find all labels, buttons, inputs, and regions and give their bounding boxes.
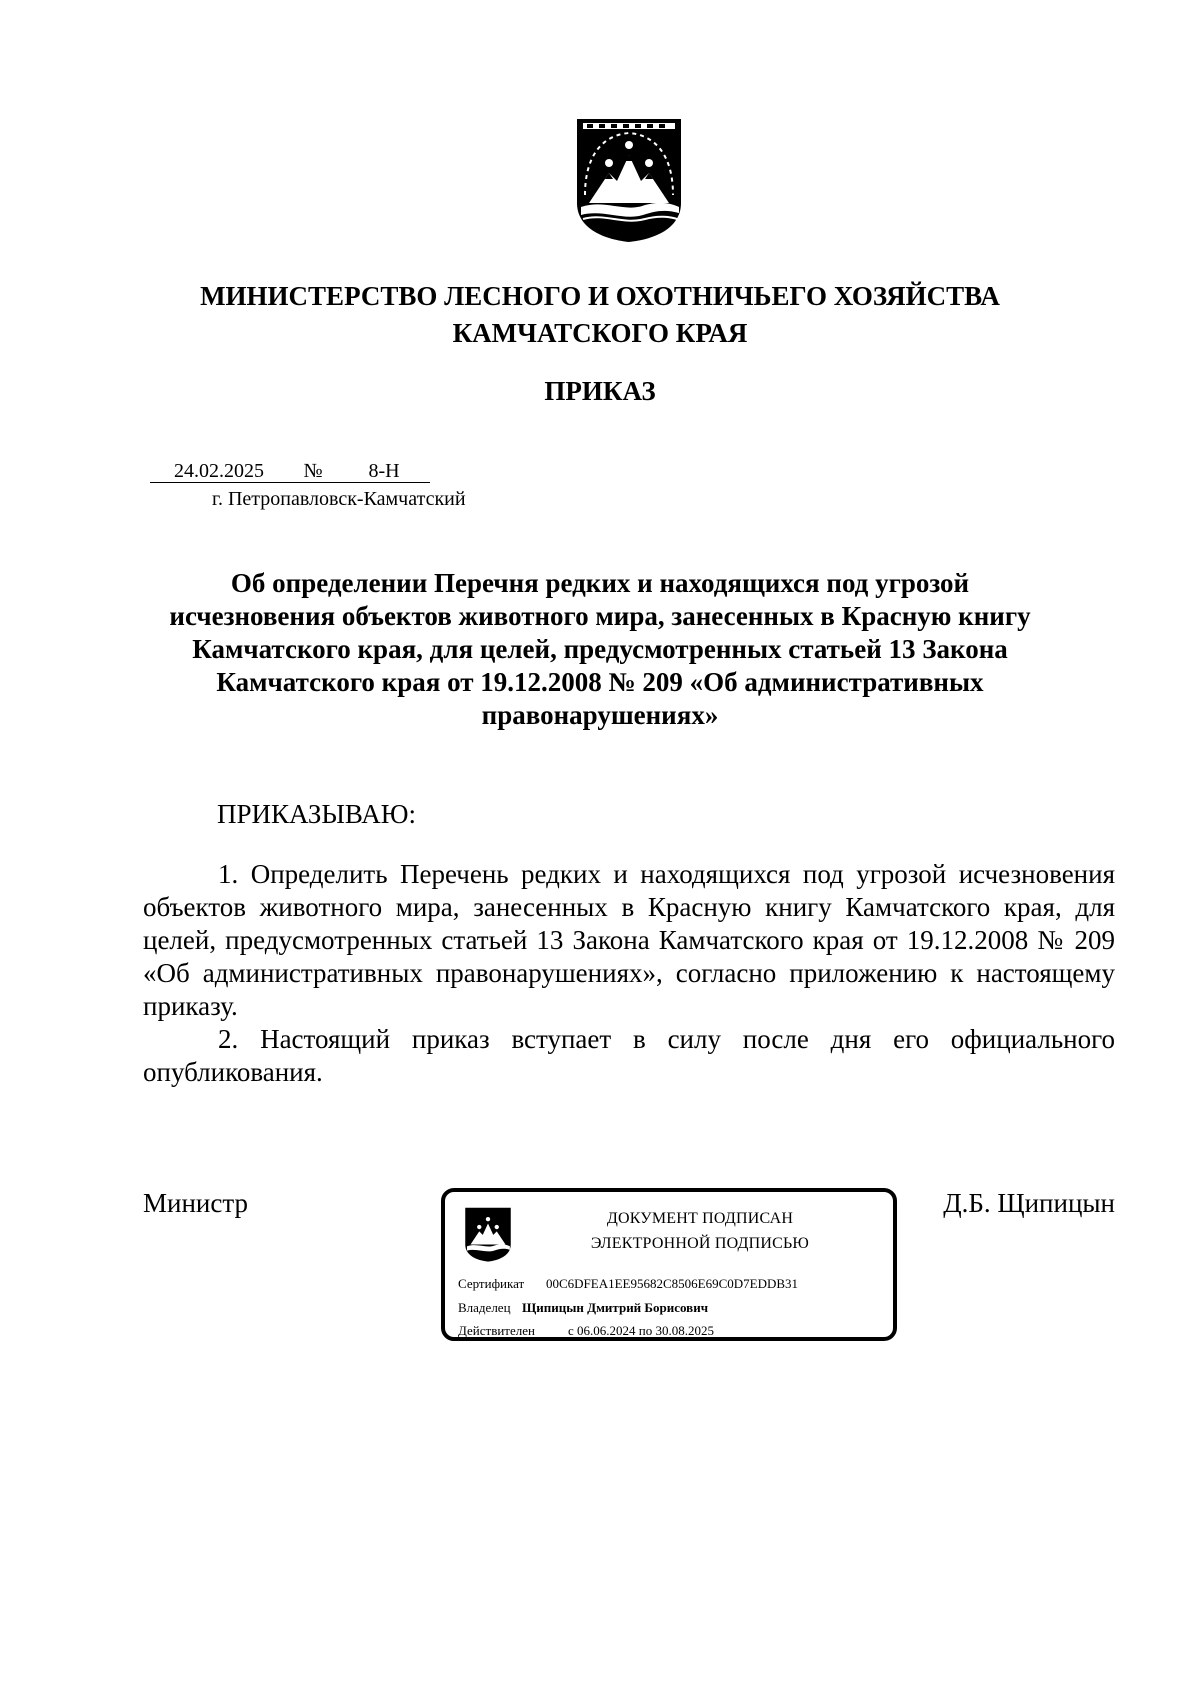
- validity-value: с 06.06.2024 по 30.08.2025: [568, 1323, 714, 1338]
- coat-of-arms-icon: [575, 115, 683, 243]
- ministry-name-line1: МИНИСТЕРСТВО ЛЕСНОГО И ОХОТНИЧЬЕГО ХОЗЯЙСТВА: [200, 281, 1000, 311]
- owner-value: Щипицын Дмитрий Борисович: [522, 1300, 709, 1315]
- owner-label: Владелец: [458, 1300, 511, 1315]
- stamp-coat-of-arms-icon: [463, 1206, 513, 1262]
- body-paragraph-1: 1. Определить Перечень редких и находящихся под угрозой исчезновения объектов животного мира, занесенных в Красную книгу Камчатского края, для целей, предусмотренных статьей 13 Закона Камчатского края от 19.12.2008 № 209 «Об административных правонарушениях», согласно приложению к настоящему приказу.: [143, 859, 1115, 1021]
- document-subject: [130, 567, 1070, 732]
- ministry-name-line2: КАМЧАТСКОГО КРАЯ: [452, 318, 748, 348]
- subject-line: исчезновения объектов животного мира, занесенных в Красную книгу: [169, 601, 1031, 631]
- subject-line: Камчатского края, для целей, предусмотренных статьей 13 Закона: [192, 634, 1008, 664]
- document-body: [143, 858, 1115, 1089]
- body-paragraph-2: 2. Настоящий приказ вступает в силу после дня его официального опубликования.: [143, 1024, 1115, 1087]
- document-number: 8-Н: [338, 458, 430, 483]
- document-type: ПРИКАЗ: [544, 376, 656, 406]
- number-sign: №: [288, 458, 338, 483]
- certificate-value: 00C6DFEA1EE95682C8506E69C0D7EDDB31: [546, 1276, 799, 1291]
- subject-line: Об определении Перечня редких и находящихся под угрозой: [230, 568, 970, 598]
- date-number-line: [150, 458, 430, 484]
- validity-label: Действителен: [458, 1323, 535, 1338]
- stamp-validity-row: [458, 1322, 714, 1340]
- document-city: г. Петропавловск-Камчатский: [212, 488, 466, 510]
- stamp-owner-row: [458, 1299, 708, 1317]
- stamp-certificate-row: [458, 1275, 798, 1293]
- stamp-heading: [545, 1206, 855, 1256]
- document-date: 24.02.2025: [150, 458, 288, 483]
- order-word: ПРИКАЗЫВАЮ:: [217, 799, 416, 829]
- subject-line: Камчатского края от 19.12.2008 № 209 «Об административных: [216, 667, 984, 697]
- electronic-signature-stamp: [441, 1188, 897, 1341]
- signer-name: Д.Б. Щипицын: [943, 1188, 1115, 1218]
- signer-title: Министр: [143, 1188, 248, 1218]
- stamp-heading-line1: ДОКУМЕНТ ПОДПИСАН: [606, 1210, 794, 1227]
- subject-line: правонарушениях»: [481, 700, 719, 730]
- ministry-name: [0, 278, 1200, 352]
- certificate-label: Сертификат: [458, 1276, 525, 1291]
- stamp-heading-line2: ЭЛЕКТРОННОЙ ПОДПИСЬЮ: [590, 1235, 810, 1252]
